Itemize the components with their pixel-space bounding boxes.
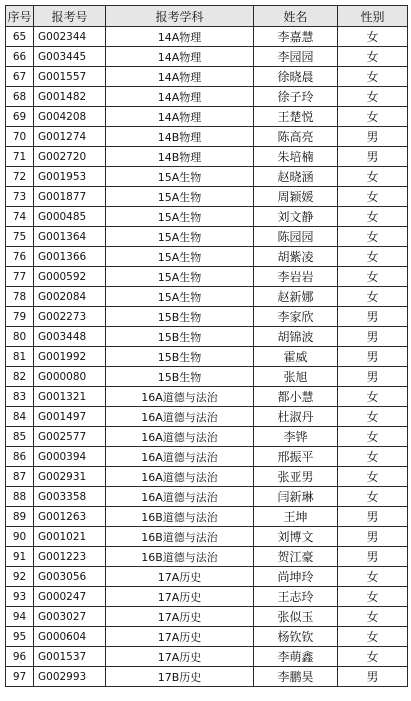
row-index-cell: 87 (6, 467, 34, 487)
row-index-cell: 73 (6, 187, 34, 207)
table-row (6, 107, 408, 127)
gender-cell: 女 (338, 247, 408, 267)
exam-number-cell: G001877 (34, 187, 106, 207)
row-index-cell: 96 (6, 647, 34, 667)
gender-cell: 女 (338, 627, 408, 647)
row-index-cell: 77 (6, 267, 34, 287)
table-row (6, 47, 408, 67)
row-index-cell: 80 (6, 327, 34, 347)
student-name-cell: 李家欣 (254, 307, 338, 327)
subject-cell: 14A物理 (106, 87, 254, 107)
header-exam-number: 报考号 (34, 6, 106, 27)
row-index-cell: 93 (6, 587, 34, 607)
table-row (6, 347, 408, 367)
student-name-cell: 周颖媛 (254, 187, 338, 207)
row-index-cell: 67 (6, 67, 34, 87)
exam-number-cell: G003056 (34, 567, 106, 587)
exam-number-cell: G001223 (34, 547, 106, 567)
exam-number-cell: G002993 (34, 667, 106, 687)
student-name-cell: 徐晓晨 (254, 67, 338, 87)
student-name-cell: 张似玉 (254, 607, 338, 627)
student-name-cell: 朱培楠 (254, 147, 338, 167)
student-name-cell: 都小慧 (254, 387, 338, 407)
subject-cell: 15A生物 (106, 267, 254, 287)
header-gender: 性别 (338, 6, 408, 27)
table-row (6, 667, 408, 687)
table-row (6, 627, 408, 647)
registration-table (5, 5, 408, 687)
row-index-cell: 75 (6, 227, 34, 247)
exam-number-cell: G001557 (34, 67, 106, 87)
exam-number-cell: G003445 (34, 47, 106, 67)
student-name-cell: 胡锦波 (254, 327, 338, 347)
subject-cell: 15A生物 (106, 187, 254, 207)
table-row (6, 287, 408, 307)
gender-cell: 女 (338, 447, 408, 467)
subject-cell: 15A生物 (106, 207, 254, 227)
student-name-cell: 王坤 (254, 507, 338, 527)
subject-cell: 15A生物 (106, 167, 254, 187)
student-name-cell: 王志玲 (254, 587, 338, 607)
row-index-cell: 72 (6, 167, 34, 187)
row-index-cell: 88 (6, 487, 34, 507)
subject-cell: 16A道德与法治 (106, 407, 254, 427)
table-body (6, 27, 408, 687)
student-name-cell: 李萌鑫 (254, 647, 338, 667)
gender-cell: 男 (338, 527, 408, 547)
student-name-cell: 胡紫凌 (254, 247, 338, 267)
row-index-cell: 86 (6, 447, 34, 467)
student-name-cell: 尚坤玲 (254, 567, 338, 587)
table-row (6, 307, 408, 327)
gender-cell: 女 (338, 407, 408, 427)
gender-cell: 女 (338, 567, 408, 587)
table-row (6, 547, 408, 567)
exam-number-cell: G004208 (34, 107, 106, 127)
row-index-cell: 70 (6, 127, 34, 147)
student-name-cell: 邢振平 (254, 447, 338, 467)
row-index-cell: 81 (6, 347, 34, 367)
row-index-cell: 65 (6, 27, 34, 47)
gender-cell: 男 (338, 127, 408, 147)
subject-cell: 17A历史 (106, 587, 254, 607)
subject-cell: 15A生物 (106, 247, 254, 267)
row-index-cell: 69 (6, 107, 34, 127)
subject-cell: 15A生物 (106, 287, 254, 307)
subject-cell: 15B生物 (106, 347, 254, 367)
table-row (6, 247, 408, 267)
exam-number-cell: G000247 (34, 587, 106, 607)
exam-number-cell: G001321 (34, 387, 106, 407)
student-name-cell: 闫新琳 (254, 487, 338, 507)
subject-cell: 15B生物 (106, 367, 254, 387)
exam-number-cell: G003358 (34, 487, 106, 507)
exam-number-cell: G000485 (34, 207, 106, 227)
exam-number-cell: G000592 (34, 267, 106, 287)
row-index-cell: 66 (6, 47, 34, 67)
student-name-cell: 张亚男 (254, 467, 338, 487)
row-index-cell: 95 (6, 627, 34, 647)
subject-cell: 17A历史 (106, 627, 254, 647)
student-name-cell: 刘博文 (254, 527, 338, 547)
student-name-cell: 陈高亮 (254, 127, 338, 147)
exam-number-cell: G002720 (34, 147, 106, 167)
student-name-cell: 杨钦钦 (254, 627, 338, 647)
subject-cell: 16B道德与法治 (106, 527, 254, 547)
gender-cell: 女 (338, 87, 408, 107)
exam-number-cell: G001021 (34, 527, 106, 547)
subject-cell: 16A道德与法治 (106, 447, 254, 467)
table-row (6, 507, 408, 527)
row-index-cell: 89 (6, 507, 34, 527)
gender-cell: 女 (338, 187, 408, 207)
row-index-cell: 82 (6, 367, 34, 387)
table-row (6, 227, 408, 247)
exam-number-cell: G001364 (34, 227, 106, 247)
table-row (6, 527, 408, 547)
student-name-cell: 霍威 (254, 347, 338, 367)
gender-cell: 女 (338, 167, 408, 187)
gender-cell: 男 (338, 307, 408, 327)
row-index-cell: 79 (6, 307, 34, 327)
row-index-cell: 92 (6, 567, 34, 587)
student-name-cell: 刘文静 (254, 207, 338, 227)
row-index-cell: 85 (6, 427, 34, 447)
exam-number-cell: G001497 (34, 407, 106, 427)
table-row (6, 387, 408, 407)
exam-number-cell: G001953 (34, 167, 106, 187)
subject-cell: 15B生物 (106, 307, 254, 327)
exam-number-cell: G000604 (34, 627, 106, 647)
table-row (6, 127, 408, 147)
row-index-cell: 68 (6, 87, 34, 107)
row-index-cell: 94 (6, 607, 34, 627)
subject-cell: 14A物理 (106, 47, 254, 67)
table-row (6, 27, 408, 47)
gender-cell: 女 (338, 387, 408, 407)
subject-cell: 16B道德与法治 (106, 547, 254, 567)
table-row (6, 607, 408, 627)
exam-number-cell: G002577 (34, 427, 106, 447)
row-index-cell: 71 (6, 147, 34, 167)
exam-number-cell: G001274 (34, 127, 106, 147)
subject-cell: 17A历史 (106, 567, 254, 587)
subject-cell: 14A物理 (106, 27, 254, 47)
header-subject: 报考学科 (106, 6, 254, 27)
student-name-cell: 杜淑丹 (254, 407, 338, 427)
exam-number-cell: G001992 (34, 347, 106, 367)
exam-number-cell: G000080 (34, 367, 106, 387)
student-name-cell: 赵新娜 (254, 287, 338, 307)
gender-cell: 女 (338, 47, 408, 67)
subject-cell: 14A物理 (106, 107, 254, 127)
subject-cell: 15A生物 (106, 227, 254, 247)
student-name-cell: 贺江豪 (254, 547, 338, 567)
table-row (6, 587, 408, 607)
subject-cell: 17B历史 (106, 667, 254, 687)
gender-cell: 女 (338, 647, 408, 667)
row-index-cell: 84 (6, 407, 34, 427)
table-row (6, 367, 408, 387)
gender-cell: 女 (338, 587, 408, 607)
row-index-cell: 83 (6, 387, 34, 407)
table-row (6, 487, 408, 507)
student-name-cell: 张旭 (254, 367, 338, 387)
table-row (6, 87, 408, 107)
student-name-cell: 李鹏昊 (254, 667, 338, 687)
row-index-cell: 76 (6, 247, 34, 267)
student-name-cell: 王楚悦 (254, 107, 338, 127)
subject-cell: 16B道德与法治 (106, 507, 254, 527)
subject-cell: 15B生物 (106, 327, 254, 347)
table-row (6, 327, 408, 347)
header-name: 姓名 (254, 6, 338, 27)
gender-cell: 男 (338, 147, 408, 167)
subject-cell: 16A道德与法治 (106, 487, 254, 507)
subject-cell: 16A道德与法治 (106, 387, 254, 407)
gender-cell: 男 (338, 327, 408, 347)
table-row (6, 147, 408, 167)
student-name-cell: 李嘉慧 (254, 27, 338, 47)
exam-number-cell: G001366 (34, 247, 106, 267)
gender-cell: 女 (338, 487, 408, 507)
gender-cell: 男 (338, 347, 408, 367)
table-row (6, 407, 408, 427)
row-index-cell: 78 (6, 287, 34, 307)
student-name-cell: 徐子玲 (254, 87, 338, 107)
row-index-cell: 74 (6, 207, 34, 227)
exam-number-cell: G003448 (34, 327, 106, 347)
exam-number-cell: G002344 (34, 27, 106, 47)
gender-cell: 女 (338, 67, 408, 87)
gender-cell: 女 (338, 467, 408, 487)
gender-cell: 女 (338, 207, 408, 227)
gender-cell: 女 (338, 27, 408, 47)
gender-cell: 女 (338, 287, 408, 307)
gender-cell: 男 (338, 547, 408, 567)
row-index-cell: 97 (6, 667, 34, 687)
student-name-cell: 陈园园 (254, 227, 338, 247)
row-index-cell: 90 (6, 527, 34, 547)
exam-number-cell: G001263 (34, 507, 106, 527)
exam-number-cell: G001537 (34, 647, 106, 667)
gender-cell: 女 (338, 607, 408, 627)
subject-cell: 17A历史 (106, 607, 254, 627)
exam-number-cell: G001482 (34, 87, 106, 107)
exam-number-cell: G002084 (34, 287, 106, 307)
subject-cell: 16A道德与法治 (106, 427, 254, 447)
subject-cell: 14A物理 (106, 67, 254, 87)
subject-cell: 17A历史 (106, 647, 254, 667)
table-row (6, 467, 408, 487)
table-row (6, 447, 408, 467)
exam-number-cell: G002931 (34, 467, 106, 487)
gender-cell: 男 (338, 367, 408, 387)
table-row (6, 187, 408, 207)
subject-cell: 14B物理 (106, 147, 254, 167)
gender-cell: 女 (338, 107, 408, 127)
table-row (6, 427, 408, 447)
student-name-cell: 李岩岩 (254, 267, 338, 287)
gender-cell: 女 (338, 267, 408, 287)
gender-cell: 女 (338, 427, 408, 447)
exam-number-cell: G000394 (34, 447, 106, 467)
table-row (6, 567, 408, 587)
subject-cell: 16A道德与法治 (106, 467, 254, 487)
student-name-cell: 李园园 (254, 47, 338, 67)
table-row (6, 647, 408, 667)
table-row (6, 167, 408, 187)
exam-number-cell: G002273 (34, 307, 106, 327)
header-row (6, 6, 408, 27)
table-row (6, 207, 408, 227)
header-index: 序号 (6, 6, 34, 27)
student-name-cell: 赵晓涵 (254, 167, 338, 187)
student-name-cell: 李铧 (254, 427, 338, 447)
table-row (6, 67, 408, 87)
gender-cell: 男 (338, 507, 408, 527)
row-index-cell: 91 (6, 547, 34, 567)
table-row (6, 267, 408, 287)
gender-cell: 男 (338, 667, 408, 687)
subject-cell: 14B物理 (106, 127, 254, 147)
exam-number-cell: G003027 (34, 607, 106, 627)
gender-cell: 女 (338, 227, 408, 247)
